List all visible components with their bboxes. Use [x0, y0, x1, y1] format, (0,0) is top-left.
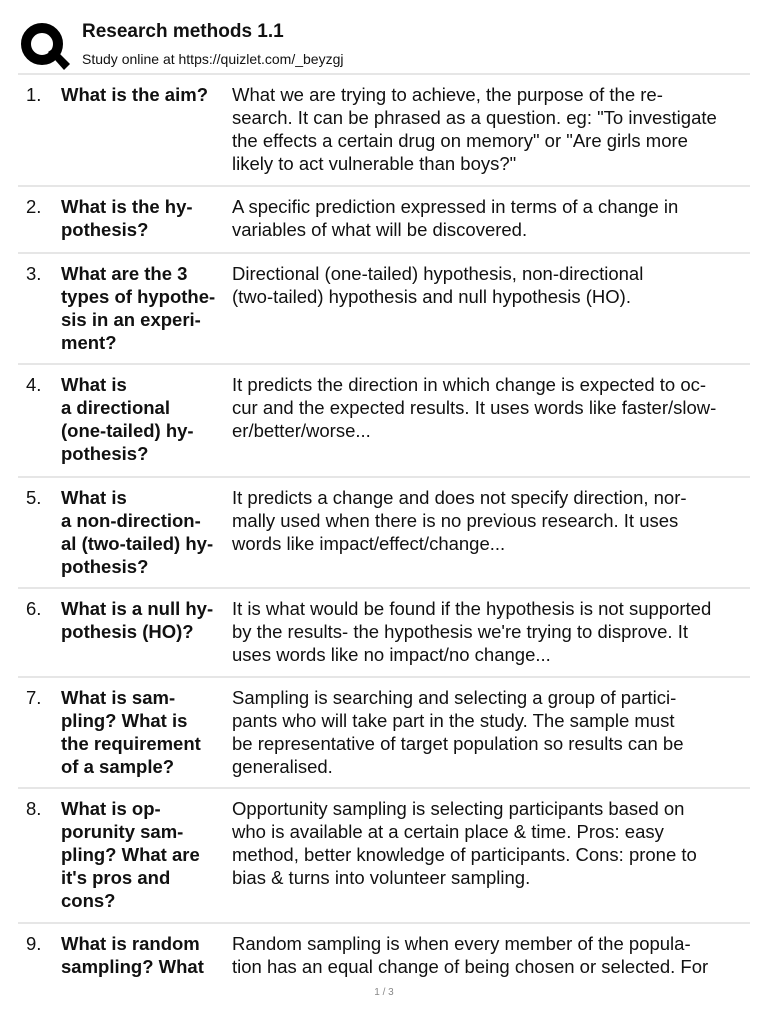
card-definition: It predicts a change and does not specify direction, nor- mally used when there is no previous research. It uses words like impact/effect/change...: [232, 487, 687, 554]
document-title: Research methods 1.1: [82, 21, 284, 42]
flashcard-row: [18, 73, 750, 185]
card-definition: It is what would be found if the hypothesis is not supported by the results- the hypothesis we're trying to disprove. It uses words like no impact/no change...: [232, 598, 712, 665]
card-number: 1.: [26, 84, 42, 105]
card-term: What is a null hy- pothesis (HO)?: [61, 598, 214, 642]
card-definition: Opportunity sampling is selecting participants based on who is available at a certain place & time. Pros: easy method, better knowledge of participants. Cons: prone to bias & turns into volunteer sampling.: [232, 798, 697, 888]
card-number: 5.: [26, 487, 42, 508]
card-term: What is a directional (one-tailed) hy- pothesis?: [61, 374, 194, 464]
flashcard-row: [18, 587, 750, 676]
card-term: What is the aim?: [61, 84, 208, 105]
card-number: 2.: [26, 196, 42, 217]
card-definition: Sampling is searching and selecting a group of partici- pants who will take part in the study. The sample must be representative of target population so results can be generalised.: [232, 687, 684, 777]
flashcard-row: [18, 363, 750, 476]
flashcard-row: [18, 787, 750, 922]
card-term: What is the hy- pothesis?: [61, 196, 193, 240]
card-term: What is a non-direction- al (two-tailed) hy- pothesis?: [61, 487, 214, 577]
card-number: 8.: [26, 798, 42, 819]
flashcard-list: [18, 73, 750, 982]
flashcard-row: [18, 185, 750, 252]
card-term: What is random sampling? What: [61, 933, 204, 977]
page-number: 1 / 3: [374, 987, 394, 998]
card-number: 7.: [26, 687, 42, 708]
card-definition: Random sampling is when every member of the popula- tion has an equal change of being chosen or selected. For: [232, 933, 709, 977]
header: [18, 14, 750, 70]
card-term: What is op- porunity sam- pling? What are it's pros and cons?: [61, 798, 200, 911]
quizlet-q-icon: [18, 20, 70, 72]
card-number: 6.: [26, 598, 42, 619]
card-term: What are the 3 types of hypothe- sis in an experi- ment?: [61, 263, 216, 353]
card-number: 9.: [26, 933, 42, 954]
flashcard-row: [18, 476, 750, 587]
study-online-link[interactable]: Study online at https://quizlet.com/_beyzgj: [82, 51, 344, 67]
card-number: 4.: [26, 374, 42, 395]
card-number: 3.: [26, 263, 42, 284]
flashcard-row: [18, 922, 750, 982]
flashcard-row: [18, 252, 750, 363]
card-definition: What we are trying to achieve, the purpose of the re- search. It can be phrased as a question. eg: "To investigate the effects a certain drug on memory" or "Are girls more likely to act vulnerable than boys?": [232, 84, 717, 174]
flashcard-row: [18, 676, 750, 787]
card-term: What is sam- pling? What is the requirement of a sample?: [61, 687, 201, 777]
card-definition: Directional (one-tailed) hypothesis, non-directional (two-tailed) hypothesis and null hypothesis (HO).: [232, 263, 644, 307]
card-definition: A specific prediction expressed in terms of a change in variables of what will be discovered.: [232, 196, 679, 240]
card-definition: It predicts the direction in which change is expected to oc- cur and the expected results. It uses words like faster/slow- er/better/worse...: [232, 374, 717, 441]
